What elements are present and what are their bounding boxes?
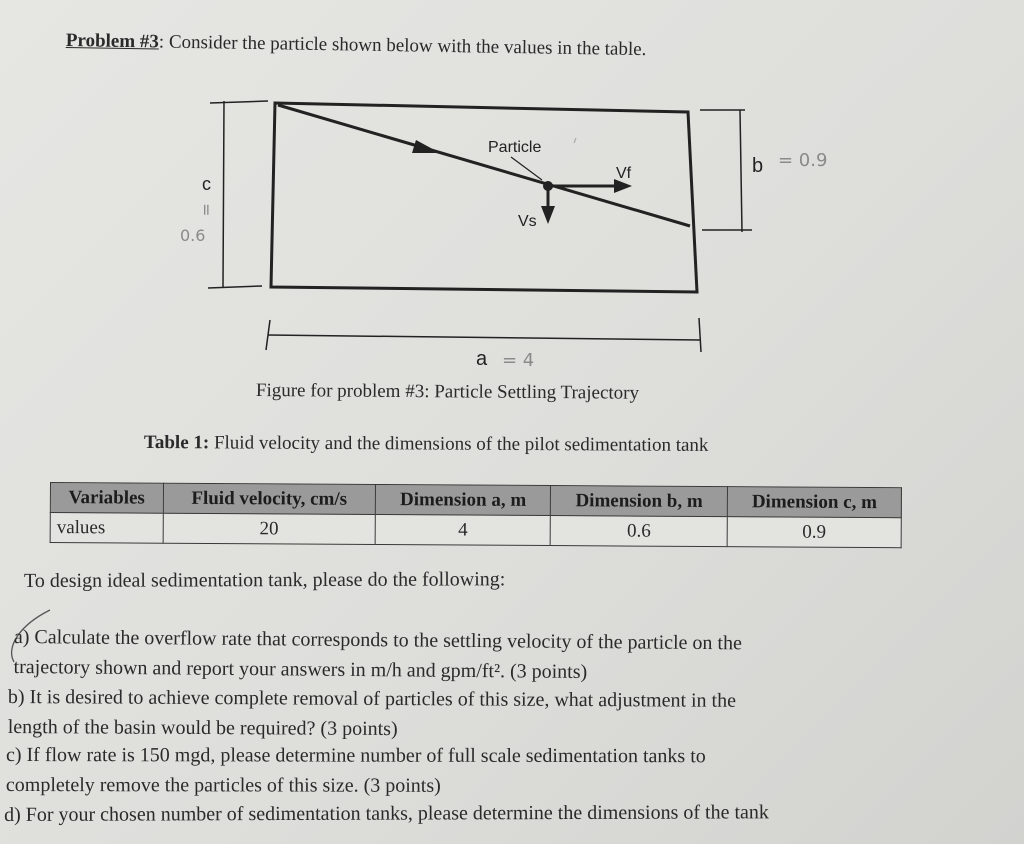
question-a-line-1: a) Calculate the overflow rate that corresponds to the settling velocity of the particle on the bbox=[13, 625, 743, 655]
vs-label: Vs bbox=[518, 213, 537, 230]
dim-b-label: b bbox=[752, 155, 764, 177]
figure-lines bbox=[208, 101, 752, 352]
table-caption-text: Fluid velocity and the dimensions of the pilot sedimentation tank bbox=[209, 432, 709, 456]
question-d-line-1: d) For your chosen number of sedimentation tanks, please determine the dimensions of the tank bbox=[4, 801, 769, 826]
question-b-line-1: b) It is desired to achieve complete removal of particles of this size, what adjustment in the bbox=[7, 685, 737, 712]
b-dim-line bbox=[740, 110, 742, 232]
c-dim-line bbox=[223, 101, 224, 287]
c-dim-bottom-tick bbox=[208, 286, 262, 288]
particle-label: Particle bbox=[488, 139, 542, 156]
a-dim-right-tick bbox=[699, 318, 701, 352]
pen-stroke-mark bbox=[574, 138, 576, 143]
table-row bbox=[50, 513, 901, 548]
dim-c-label: c bbox=[202, 174, 211, 194]
question-a bbox=[13, 622, 937, 690]
question-d bbox=[4, 797, 962, 830]
vs-arrowhead-icon bbox=[541, 206, 555, 224]
problem-text: : Consider the particle shown below with the values in the table. bbox=[158, 31, 647, 61]
question-b bbox=[8, 682, 948, 747]
cell-dimension-a: 4 bbox=[375, 514, 550, 545]
tank-outline bbox=[271, 103, 697, 292]
instructions-intro: To design ideal sedimentation tank, please do the following: bbox=[24, 568, 506, 592]
cell-values-label: values bbox=[50, 513, 163, 544]
dim-a-label: a bbox=[476, 348, 488, 370]
handwritten-c-value: 0.6 bbox=[180, 226, 206, 245]
problem-label: Problem #3 bbox=[65, 30, 160, 53]
header-dimension-a: Dimension a, m bbox=[375, 484, 550, 515]
question-c-line-2: completely remove the particles of this size. (3 points) bbox=[5, 773, 441, 797]
table-caption-label: Table 1: bbox=[143, 432, 210, 454]
a-dim-line bbox=[268, 335, 700, 340]
question-b-line-2: length of the basin would be required? (3 points) bbox=[7, 715, 398, 741]
question-c-line-1: c) If flow rate is 150 mgd, please determine number of full scale sedimentation tanks to bbox=[5, 744, 706, 768]
header-variables: Variables bbox=[50, 483, 163, 514]
header-dimension-b: Dimension b, m bbox=[551, 486, 728, 517]
values-table bbox=[50, 482, 902, 548]
handwritten-b-value: = 0.9 bbox=[778, 150, 828, 171]
question-a-line-2: trajectory shown and report your answers in m/h and gpm/ft². (3 points) bbox=[13, 655, 588, 684]
trajectory-arrowhead-icon bbox=[412, 140, 440, 153]
cell-dimension-c: 0.9 bbox=[727, 517, 901, 548]
header-dimension-c: Dimension c, m bbox=[727, 487, 901, 518]
header-fluid-velocity: Fluid velocity, cm/s bbox=[163, 483, 376, 514]
handwritten-a-value: = 4 bbox=[502, 350, 535, 371]
figure-caption: Figure for problem #3: Particle Settling Trajectory bbox=[255, 380, 640, 404]
handwritten-c-equals: = bbox=[197, 203, 216, 217]
cell-fluid-velocity: 20 bbox=[163, 513, 376, 544]
table-caption bbox=[144, 432, 709, 457]
question-c bbox=[6, 740, 954, 802]
particle-dot bbox=[543, 181, 553, 191]
cell-dimension-b: 0.6 bbox=[550, 516, 727, 547]
c-dim-top-tick bbox=[210, 101, 268, 103]
vf-label: Vf bbox=[616, 165, 632, 182]
